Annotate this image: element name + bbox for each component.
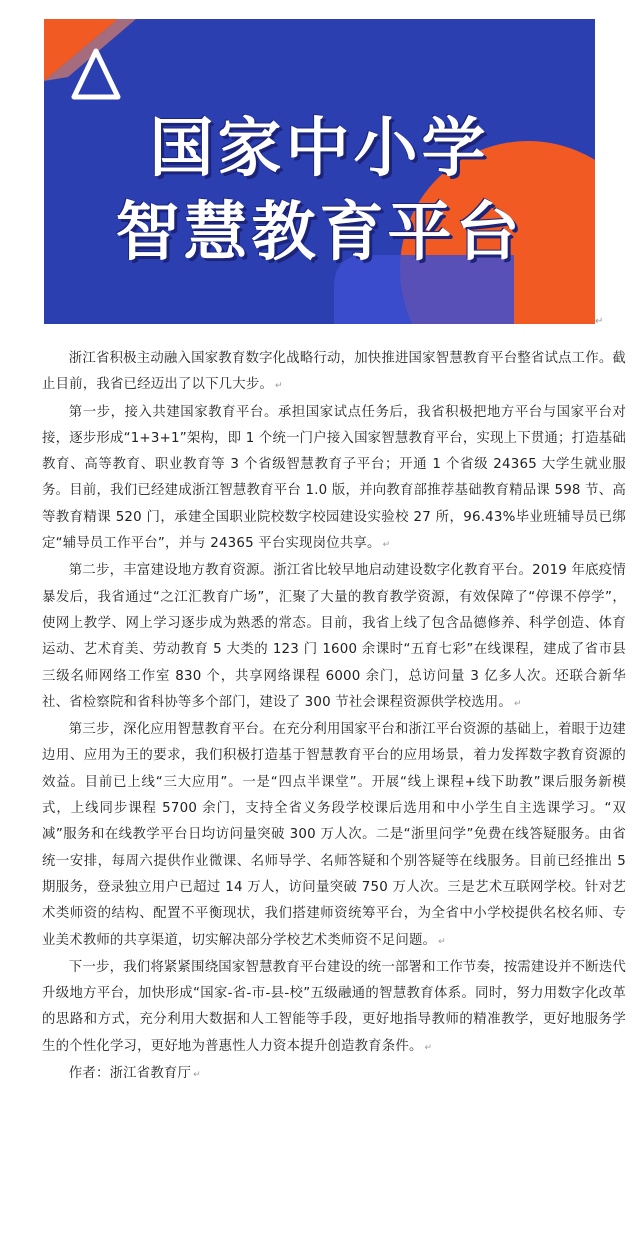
paragraph-text: 第三步，深化应用智慧教育平台。在充分利用国家平台和浙江平台资源的基础上，着眼于边建边用、应用为王的要求，我们积极打造基于智慧教育平台的应用场景，着力发挥数字教育资源的效益。目前已上线“三大应用”。一是“四点半课堂”。开展“线上课程+线下助教”课后服务新模式，上线同步课程 5700 余门，支持全省义务段学校课后选用和中小学生自主选课学习。“双减”服务和在线教学平台日均访问量突破 300 万人次。二是“浙里问学”免费在线答疑服务。由省统一安排，每周六提供作业微课、名师导学、名师答疑和个别答疑等在线服务。目前已经推出 5 期服务，登录独立用户已超过 14 万人，访问量突破 750 万人次。三是艺术互联网学校。针对艺术类师资的结构、配置不平衡现状，我们搭建师资统筹平台，为全省中小学校提供名校名师、专业美术教师的共享渠道，切实解决部分学校艺术类师资不足问题。 [42, 722, 627, 948]
paragraph-mark: ↵ [193, 1070, 201, 1081]
paragraph-mark: ↵ [595, 316, 604, 327]
banner-title-line2: 智慧教育平台 [115, 196, 524, 270]
article-author [42, 1061, 626, 1088]
paragraph-mark: ↵ [382, 540, 391, 551]
paragraph-mark: ↵ [275, 381, 283, 392]
article-body [42, 346, 626, 1088]
hero-banner [44, 19, 595, 324]
paragraph-mark: ↵ [438, 936, 446, 947]
article-paragraph [42, 717, 626, 955]
paragraph-text: 下一步，我们将紧紧围绕国家智慧教育平台建设的统一部署和工作节奏，按需建设并不断迭代升级地方平台，加快形成“国家-省-市-县-校”五级融通的智慧教育体系。同时，努力用数字化改革的思路和方式，充分利用大数据和人工智能等手段，更好地指导教师的精准教学，更好地服务学生的个性化学习，更好地为普惠性人力资本提升创造教育条件。 [42, 959, 627, 1054]
paragraph-mark: ↵ [513, 698, 522, 709]
banner-title-line1: 国家中小学 [149, 112, 490, 186]
paragraph-text: 浙江省积极主动融入国家教育数字化战略行动，加快推进国家智慧教育平台整省试点工作。截止目前，我省已经迈出了以下几大步。 [42, 351, 627, 393]
article-paragraph [42, 346, 626, 400]
paragraph-text: 第二步，丰富建设地方教育资源。浙江省比较早地启动建设数字化教育平台。2019 年底疫情暴发后，我省通过“之江汇教育广场”，汇聚了大量的教育教学资源，有效保障了“停课不停学”，使网上教学、网上学习逐步成为熟悉的常态。目前，我省上线了包含品德修养、科学创造、体育运动、艺术育美、劳动教育 5 大类的 123 门 1600 余课时“五育七彩”在线课程，建成了省市县三级名师网络工作室 830 个，共享网络课程 6000 余门，总访问量 3 亿多人次。还联合新华社、省检察院和省科协等多个部门，建设了 300 节社会课程资源供学校选用。 [42, 563, 626, 710]
paragraph-mark: ↵ [424, 1042, 433, 1053]
article-paragraph [42, 558, 626, 717]
article-paragraph [42, 400, 626, 559]
author-text: 作者：浙江省教育厅 [68, 1066, 192, 1082]
article-paragraph [42, 955, 626, 1061]
paragraph-text: 第一步，接入共建国家教育平台。承担国家试点任务后，我省积极把地方平台与国家平台对接，逐步形成“1+3+1”架构，即 1 个统一门户接入国家智慧教育平台，实现上下贯通；打造基础教育、高等教育、职业教育等 3 个省级智慧教育子平台；开通 1 个省级 24365 大学生就业服务。目前，我们已经建成浙江智慧教育平台 1.0 版，并向教育部推荐基础教育精品课 598 节、高等教育精课 520 门，承建全国职业院校数字校园建设实验校 27 所，96.43%毕业班辅导员已绑定“辅导员工作平台”，并与 24365 平台实现岗位共享。 [42, 404, 626, 552]
